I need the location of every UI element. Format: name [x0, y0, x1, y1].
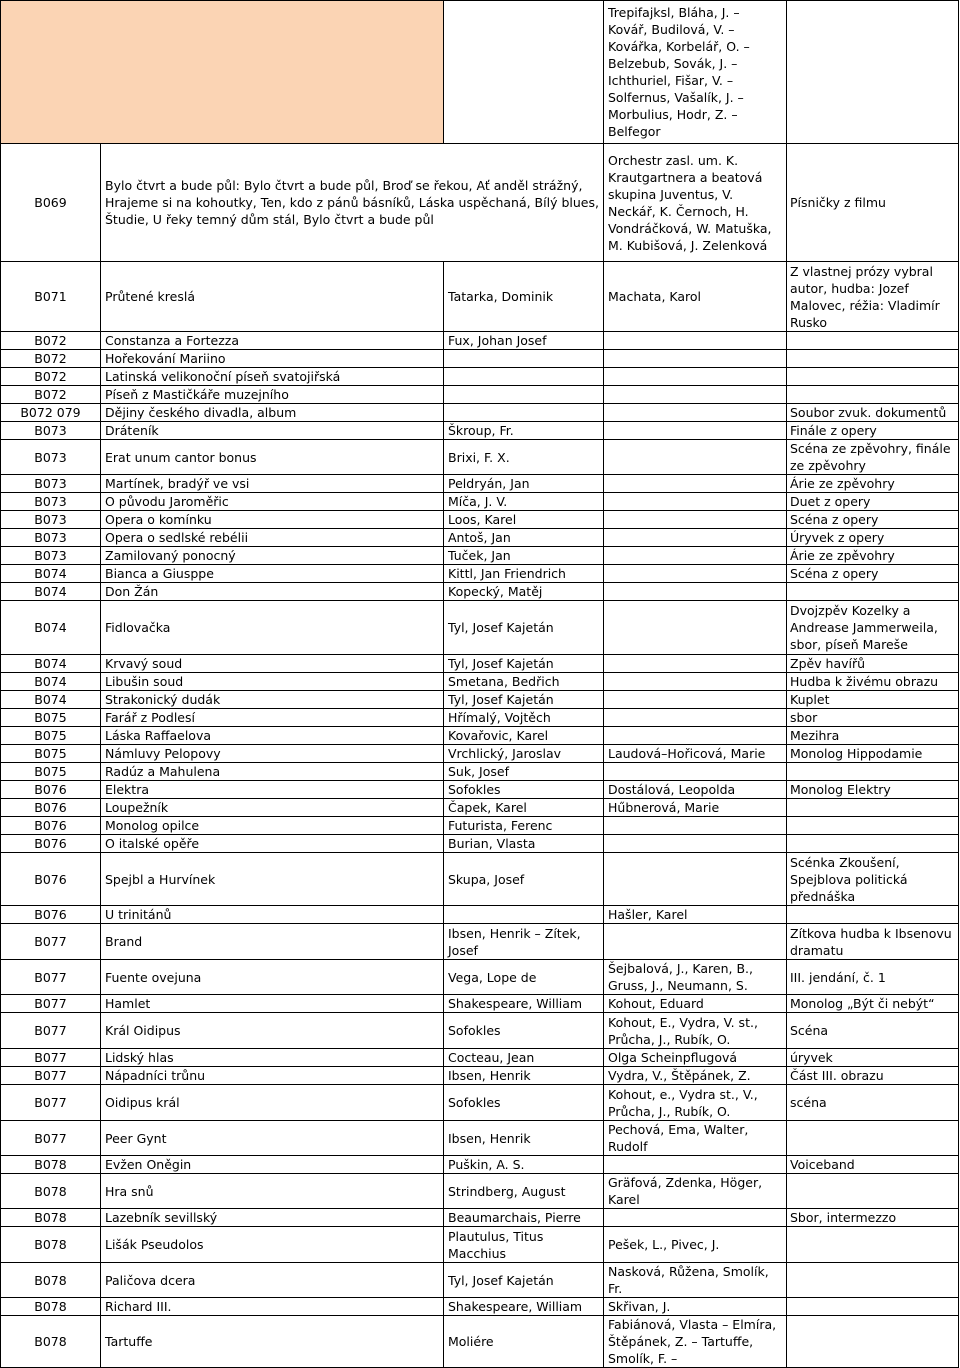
cell-code: B073 — [1, 440, 101, 475]
cell-note — [787, 386, 959, 404]
cell-author: Antoš, Jan — [444, 529, 604, 547]
cell-author — [444, 906, 604, 924]
table-row — [1, 655, 959, 673]
table-row — [1, 1013, 959, 1049]
cell-note: Část III. obrazu — [787, 1067, 959, 1085]
cell-author: Skupa, Josef — [444, 853, 604, 906]
table-row — [1, 601, 959, 655]
cell-note: scéna — [787, 1085, 959, 1121]
cell-code: B075 — [1, 745, 101, 763]
cell-note: III. jendání, č. 1 — [787, 960, 959, 995]
cell-title: Krvavý soud — [101, 655, 444, 673]
cell-author: Kittl, Jan Friendrich — [444, 565, 604, 583]
cell-code: B071 — [1, 262, 101, 332]
cell-note — [787, 799, 959, 817]
cell-author: Suk, Josef — [444, 763, 604, 781]
cell-title: Strakonický dudák — [101, 691, 444, 709]
cell-performers: Pechová, Ema, Walter, Rudolf — [604, 1121, 787, 1156]
cell-author: Tyl, Josef Kajetán — [444, 691, 604, 709]
cell-performers — [604, 529, 787, 547]
table-row — [1, 709, 959, 727]
cell-title: Brand — [101, 924, 444, 960]
cell-note: Scéna ze zpěvohry, finále ze zpěvohry — [787, 440, 959, 475]
cell-code: B073 — [1, 493, 101, 511]
cell-title: Hamlet — [101, 995, 444, 1013]
table-row — [1, 422, 959, 440]
cell-author: Beaumarchais, Pierre — [444, 1209, 604, 1227]
cell-performers: Šejbalová, J., Karen, B., Gruss, J., Neumann, S. — [604, 960, 787, 995]
cell-note: Árie ze zpěvohry — [787, 475, 959, 493]
table-row — [1, 763, 959, 781]
table-row — [1, 386, 959, 404]
cell-performers — [604, 368, 787, 386]
cell-author: Čapek, Karel — [444, 799, 604, 817]
table-row — [1, 835, 959, 853]
cell-note — [787, 350, 959, 368]
cell-code: B073 — [1, 422, 101, 440]
cell-note: úryvek — [787, 1049, 959, 1067]
cell-note: Monolog Elektry — [787, 781, 959, 799]
cell-performers — [604, 511, 787, 529]
table-row — [1, 1067, 959, 1085]
cell-performers: Fabiánová, Vlasta – Elmíra, Štěpánek, Z. – Tartuffe, Smolík, F. – — [604, 1316, 787, 1368]
table-row — [1, 853, 959, 906]
cell-author: Smetana, Bedřich — [444, 673, 604, 691]
cell-author: Vrchlický, Jaroslav — [444, 745, 604, 763]
cell-performers — [604, 565, 787, 583]
cell-note: Voiceband — [787, 1156, 959, 1174]
cell-code: B076 — [1, 853, 101, 906]
cell-title: Elektra — [101, 781, 444, 799]
cell-note — [787, 1227, 959, 1263]
cell-title: O původu Jaroměřic — [101, 493, 444, 511]
cell-author: Plautulus, Titus Macchius — [444, 1227, 604, 1263]
cell-performers — [604, 709, 787, 727]
cell-title: Farář z Podlesí — [101, 709, 444, 727]
cell-author: Sofokles — [444, 781, 604, 799]
cell-author: Moliére — [444, 1316, 604, 1368]
cell-code: B076 — [1, 799, 101, 817]
cell-performers — [604, 404, 787, 422]
cell-author: Tyl, Josef Kajetán — [444, 601, 604, 655]
cell-author: Strindberg, August — [444, 1174, 604, 1209]
cell-author: Tatarka, Dominik — [444, 262, 604, 332]
cell-title: Erat unum cantor bonus — [101, 440, 444, 475]
cell-author: Brixi, F. X. — [444, 440, 604, 475]
cell-author: Burian, Vlasta — [444, 835, 604, 853]
cell-title: Oidipus král — [101, 1085, 444, 1121]
table-row — [1, 1156, 959, 1174]
table-row — [1, 960, 959, 995]
table-row — [1, 1298, 959, 1316]
cell-performers: Vydra, V., Štěpánek, Z. — [604, 1067, 787, 1085]
cell-author: Tyl, Josef Kajetán — [444, 1263, 604, 1298]
cell-performers: Dostálová, Leopolda — [604, 781, 787, 799]
cell-title: Bianca a Giusppe — [101, 565, 444, 583]
table-row — [1, 817, 959, 835]
cell-author — [444, 1, 604, 144]
cell-code — [1, 1, 444, 144]
cell-author — [444, 386, 604, 404]
cell-code: B072 079 — [1, 404, 101, 422]
cell-code: B073 — [1, 547, 101, 565]
cell-author: Míča, J. V. — [444, 493, 604, 511]
cell-code: B076 — [1, 906, 101, 924]
cell-note: Duet z opery — [787, 493, 959, 511]
cell-performers — [604, 422, 787, 440]
cell-author: Futurista, Ferenc — [444, 817, 604, 835]
table-row — [1, 906, 959, 924]
cell-performers — [604, 817, 787, 835]
cell-author: Tuček, Jan — [444, 547, 604, 565]
cell-code: B078 — [1, 1263, 101, 1298]
cell-title: U trinitánů — [101, 906, 444, 924]
cell-performers: Laudová–Hořicová, Marie — [604, 745, 787, 763]
cell-performers — [604, 1156, 787, 1174]
cell-author: Peldryán, Jan — [444, 475, 604, 493]
cell-performers — [604, 547, 787, 565]
table-row — [1, 673, 959, 691]
cell-title: Constanza a Fortezza — [101, 332, 444, 350]
cell-code: B073 — [1, 511, 101, 529]
cell-code: B074 — [1, 583, 101, 601]
table-row — [1, 1316, 959, 1368]
cell-code: B077 — [1, 1085, 101, 1121]
cell-note — [787, 332, 959, 350]
cell-performers: Orchestr zasl. um. K. Krautgartnera a beatová skupina Juventus, V. Neckář, K. Černoch, H. Vondráčková, W. Matuška, M. Kubišová, J. Zelenková — [604, 144, 787, 262]
table-row — [1, 691, 959, 709]
cell-performers — [604, 440, 787, 475]
cell-performers — [604, 655, 787, 673]
table-row — [1, 1174, 959, 1209]
cell-code: B078 — [1, 1209, 101, 1227]
table-row — [1, 404, 959, 422]
cell-note — [787, 817, 959, 835]
cell-note — [787, 583, 959, 601]
cell-note — [787, 835, 959, 853]
cell-title: Don Žán — [101, 583, 444, 601]
cell-title: O italské opěře — [101, 835, 444, 853]
cell-note: Zítkova hudba k Ibsenovu dramatu — [787, 924, 959, 960]
table-row — [1, 583, 959, 601]
cell-note: Finále z opery — [787, 422, 959, 440]
cell-code: B077 — [1, 1121, 101, 1156]
cell-performers — [604, 924, 787, 960]
cell-code: B074 — [1, 601, 101, 655]
cell-code: B076 — [1, 781, 101, 799]
table-row — [1, 781, 959, 799]
cell-code: B078 — [1, 1174, 101, 1209]
table-row — [1, 332, 959, 350]
cell-title: Libušin soud — [101, 673, 444, 691]
cell-note: Z vlastnej prózy vybral autor, hudba: Jozef Malovec, réžia: Vladimír Rusko — [787, 262, 959, 332]
cell-title: Dráteník — [101, 422, 444, 440]
cell-note: Sbor, intermezzo — [787, 1209, 959, 1227]
cell-code: B078 — [1, 1156, 101, 1174]
cell-title: Hořekování Mariino — [101, 350, 444, 368]
cell-code: B075 — [1, 763, 101, 781]
cell-note — [787, 1, 959, 144]
cell-performers — [604, 1209, 787, 1227]
cell-performers: Skřivan, J. — [604, 1298, 787, 1316]
cell-author: Kopecký, Matěj — [444, 583, 604, 601]
cell-author: Sofokles — [444, 1013, 604, 1049]
cell-author — [444, 404, 604, 422]
cell-note: Monolog „Být či nebýt“ — [787, 995, 959, 1013]
cell-title: Fidlovačka — [101, 601, 444, 655]
cell-note: Úryvek z opery — [787, 529, 959, 547]
cell-note: Písničky z filmu — [787, 144, 959, 262]
cell-performers — [604, 583, 787, 601]
cell-code: B072 — [1, 368, 101, 386]
cell-title: Lidský hlas — [101, 1049, 444, 1067]
cell-code: B075 — [1, 727, 101, 745]
table-row — [1, 1209, 959, 1227]
cell-performers: Nasková, Růžena, Smolík, Fr. — [604, 1263, 787, 1298]
cell-title: Lišák Pseudolos — [101, 1227, 444, 1263]
cell-code: B072 — [1, 350, 101, 368]
cell-title: Radúz a Mahulena — [101, 763, 444, 781]
cell-performers: Olga Scheinpflugová — [604, 1049, 787, 1067]
cell-title: Láska Raffaelova — [101, 727, 444, 745]
cell-note: Hudba k živému obrazu — [787, 673, 959, 691]
cell-code: B072 — [1, 386, 101, 404]
cell-performers — [604, 835, 787, 853]
cell-title: Evžen Oněgin — [101, 1156, 444, 1174]
table-row — [1, 368, 959, 386]
cell-title: Tartuffe — [101, 1316, 444, 1368]
table-row — [1, 440, 959, 475]
cell-performers — [604, 493, 787, 511]
cell-performers: Gräfová, Zdenka, Höger, Karel — [604, 1174, 787, 1209]
table-row — [1, 995, 959, 1013]
cell-title: Martínek, bradýř ve vsi — [101, 475, 444, 493]
table-row — [1, 493, 959, 511]
cell-code: B077 — [1, 960, 101, 995]
cell-note — [787, 368, 959, 386]
cell-code: B077 — [1, 1067, 101, 1085]
cell-note: Soubor zvuk. dokumentů — [787, 404, 959, 422]
cell-code: B078 — [1, 1298, 101, 1316]
cell-code: B073 — [1, 475, 101, 493]
cell-title: Hra snů — [101, 1174, 444, 1209]
table-row — [1, 1085, 959, 1121]
table-row — [1, 745, 959, 763]
table-row — [1, 1049, 959, 1067]
table-row — [1, 1227, 959, 1263]
cell-performers: Pešek, L., Pivec, J. — [604, 1227, 787, 1263]
table-row — [1, 924, 959, 960]
cell-note: Mezihra — [787, 727, 959, 745]
cell-performers: Kohout, e., Vydra st., V., Průcha, J., Rubík, O. — [604, 1085, 787, 1121]
table-row — [1, 565, 959, 583]
cell-performers: Trepifajksl, Bláha, J. – Kovář, Budilová, V. – Kovářka, Korbelář, O. – Belzebub, Sovák, J. – Ichthuriel, Fišar, V. – Solfernus, Vašalík, J. – Morbulius, Hodr, Z. – Belfegor — [604, 1, 787, 144]
cell-author: Ibsen, Henrik – Zítek, Josef — [444, 924, 604, 960]
cell-code: B069 — [1, 144, 101, 262]
cell-author — [444, 350, 604, 368]
cell-author: Tyl, Josef Kajetán — [444, 655, 604, 673]
table-row — [1, 262, 959, 332]
cell-author: Ibsen, Henrik — [444, 1121, 604, 1156]
cell-note: Scéna — [787, 1013, 959, 1049]
cell-note: Scéna z opery — [787, 511, 959, 529]
cell-performers: Kohout, Eduard — [604, 995, 787, 1013]
cell-performers — [604, 673, 787, 691]
cell-note — [787, 1263, 959, 1298]
table-row — [1, 1, 959, 144]
cell-performers: Kohout, E., Vydra, V. st., Průcha, J., Rubík, O. — [604, 1013, 787, 1049]
cell-performers — [604, 350, 787, 368]
cell-title: Fuente ovejuna — [101, 960, 444, 995]
cell-performers — [604, 332, 787, 350]
cell-performers: Hűbnerová, Marie — [604, 799, 787, 817]
cell-title: Zamilovaný ponocný — [101, 547, 444, 565]
catalog-body — [1, 1, 959, 1368]
cell-note: Zpěv havířů — [787, 655, 959, 673]
cell-note — [787, 906, 959, 924]
cell-title: Spejbl a Hurvínek — [101, 853, 444, 906]
table-row — [1, 1263, 959, 1298]
cell-author: Shakespeare, William — [444, 1298, 604, 1316]
table-row — [1, 144, 959, 262]
cell-author: Cocteau, Jean — [444, 1049, 604, 1067]
cell-performers — [604, 763, 787, 781]
cell-note: Árie ze zpěvohry — [787, 547, 959, 565]
table-row — [1, 475, 959, 493]
cell-author: Ibsen, Henrik — [444, 1067, 604, 1085]
cell-performers — [604, 853, 787, 906]
cell-author: Sofokles — [444, 1085, 604, 1121]
cell-code: B078 — [1, 1316, 101, 1368]
cell-title: Richard III. — [101, 1298, 444, 1316]
cell-title: Latinská velikonoční píseň svatojiřská — [101, 368, 444, 386]
cell-title: Píseň z Mastičkáře muzejního — [101, 386, 444, 404]
cell-note: Kuplet — [787, 691, 959, 709]
cell-note — [787, 763, 959, 781]
cell-note: Monolog Hippodamie — [787, 745, 959, 763]
cell-title: Bylo čtvrt a bude půl: Bylo čtvrt a bude půl, Broď se řekou, Ať anděl strážný, Hrajeme si na kohoutky, Ten, kdo z pánů básníků, Láska uspěchaná, Bílý blues, Študie, U řeky temný dům stál, Bylo čtvrt a bude půl — [101, 144, 604, 262]
cell-title: Dějiny českého divadla, album — [101, 404, 444, 422]
cell-note: Scéna z opery — [787, 565, 959, 583]
cell-code: B074 — [1, 673, 101, 691]
cell-code: B077 — [1, 1013, 101, 1049]
cell-author: Vega, Lope de — [444, 960, 604, 995]
cell-note: sbor — [787, 709, 959, 727]
cell-title: Opera o komínku — [101, 511, 444, 529]
table-row — [1, 529, 959, 547]
cell-performers — [604, 691, 787, 709]
table-row — [1, 511, 959, 529]
cell-author: Kovařovic, Karel — [444, 727, 604, 745]
table-row — [1, 1121, 959, 1156]
cell-note — [787, 1316, 959, 1368]
cell-author: Hřímalý, Vojtěch — [444, 709, 604, 727]
cell-note — [787, 1174, 959, 1209]
cell-performers — [604, 727, 787, 745]
cell-code: B077 — [1, 995, 101, 1013]
cell-author: Loos, Karel — [444, 511, 604, 529]
cell-author: Fux, Johan Josef — [444, 332, 604, 350]
cell-performers — [604, 475, 787, 493]
cell-note — [787, 1298, 959, 1316]
cell-code: B076 — [1, 835, 101, 853]
cell-title: Peer Gynt — [101, 1121, 444, 1156]
cell-code: B074 — [1, 691, 101, 709]
cell-author: Škroup, Fr. — [444, 422, 604, 440]
cell-code: B077 — [1, 1049, 101, 1067]
cell-code: B072 — [1, 332, 101, 350]
cell-performers — [604, 386, 787, 404]
cell-title: Lazebník sevillský — [101, 1209, 444, 1227]
cell-note: Scénka Zkoušení, Spejblova politická přednáška — [787, 853, 959, 906]
cell-author: Shakespeare, William — [444, 995, 604, 1013]
cell-title: Průtené kreslá — [101, 262, 444, 332]
cell-title: Král Oidipus — [101, 1013, 444, 1049]
table-row — [1, 799, 959, 817]
cell-title: Nápadníci trůnu — [101, 1067, 444, 1085]
cell-code: B078 — [1, 1227, 101, 1263]
cell-title: Paličova dcera — [101, 1263, 444, 1298]
cell-author: Puškin, A. S. — [444, 1156, 604, 1174]
cell-code: B074 — [1, 565, 101, 583]
cell-performers — [604, 601, 787, 655]
cell-note: Dvojzpěv Kozelky a Andrease Jammerweila, sbor, píseň Mareše — [787, 601, 959, 655]
cell-author — [444, 368, 604, 386]
cell-title: Opera o sedlské rebélii — [101, 529, 444, 547]
cell-title: Loupežník — [101, 799, 444, 817]
cell-note — [787, 1121, 959, 1156]
table-row — [1, 350, 959, 368]
cell-code: B075 — [1, 709, 101, 727]
cell-title: Námluvy Pelopovy — [101, 745, 444, 763]
cell-title: Monolog opilce — [101, 817, 444, 835]
cell-code: B074 — [1, 655, 101, 673]
cell-code: B076 — [1, 817, 101, 835]
cell-code: B077 — [1, 924, 101, 960]
cell-code: B073 — [1, 529, 101, 547]
cell-performers: Machata, Karol — [604, 262, 787, 332]
table-row — [1, 727, 959, 745]
table-row — [1, 547, 959, 565]
cell-performers: Hašler, Karel — [604, 906, 787, 924]
